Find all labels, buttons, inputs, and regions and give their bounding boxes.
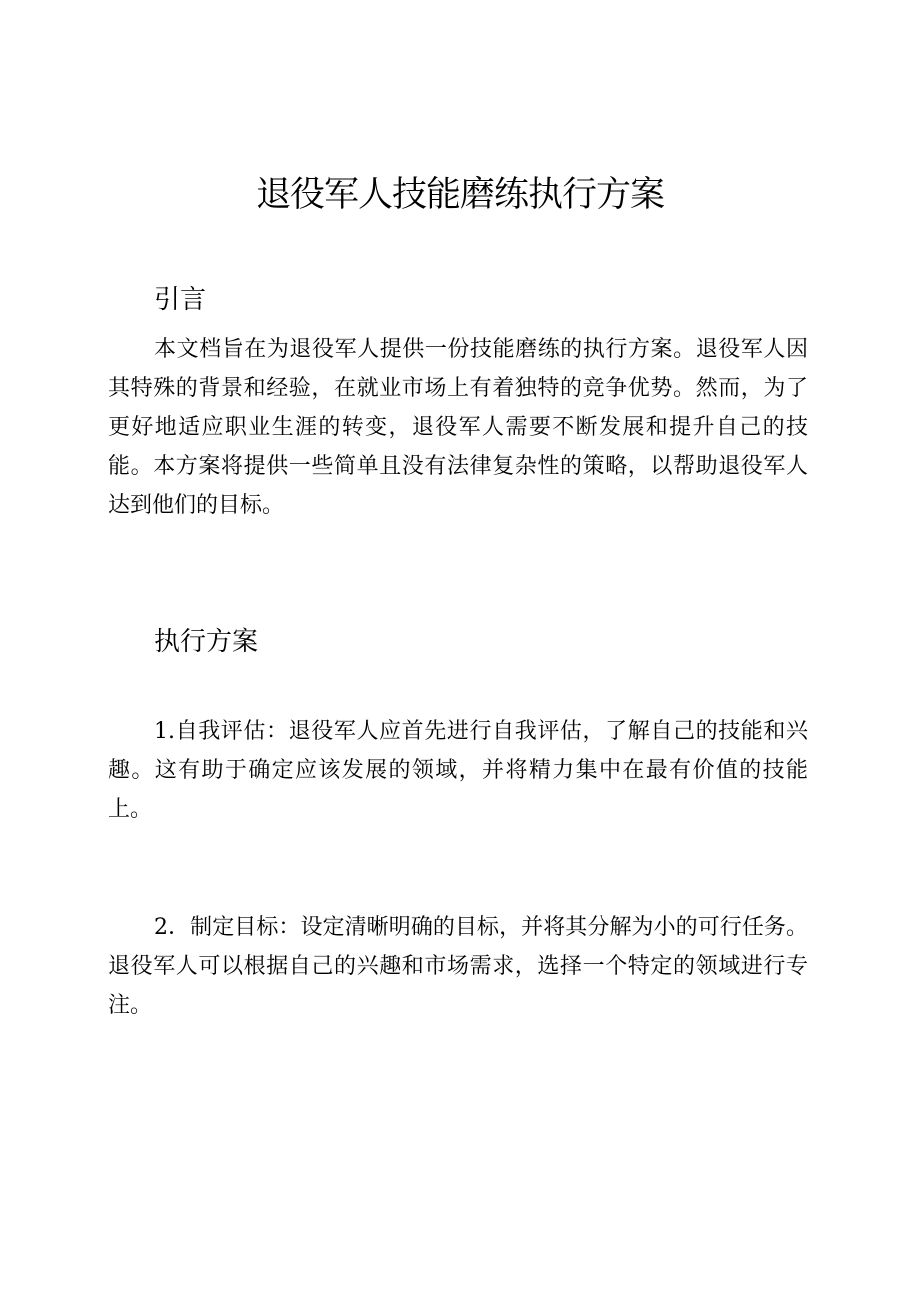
document-title: 退役军人技能磨练执行方案 xyxy=(255,175,664,215)
section-heading-execution-plan: 执行方案 xyxy=(154,627,259,657)
plan-step-set-goals: 2．制定目标：设定清晰明确的目标，并将其分解为小的可行任务。退役军人可以根据自己的兴趣和市场需求，选择一个特定的领域进行专注。 xyxy=(108,915,808,1018)
introduction-paragraph: 本文档旨在为退役军人提供一份技能磨练的执行方案。退役军人因其特殊的背景和经验，在就业市场上有着独特的竞争优势。然而，为了更好地适应职业生涯的转变，退役军人需要不断发展和提升自己的技能。本方案将提供一些简单且没有法律复杂性的策略，以帮助退役军人达到他们的目标。 xyxy=(108,337,808,518)
plan-step-self-assessment: 1.自我评估：退役军人应首先进行自我评估，了解自己的技能和兴趣。这有助于确定应该发展的领域，并将精力集中在最有价值的技能上。 xyxy=(108,719,808,822)
section-heading-introduction: 引言 xyxy=(154,285,207,315)
